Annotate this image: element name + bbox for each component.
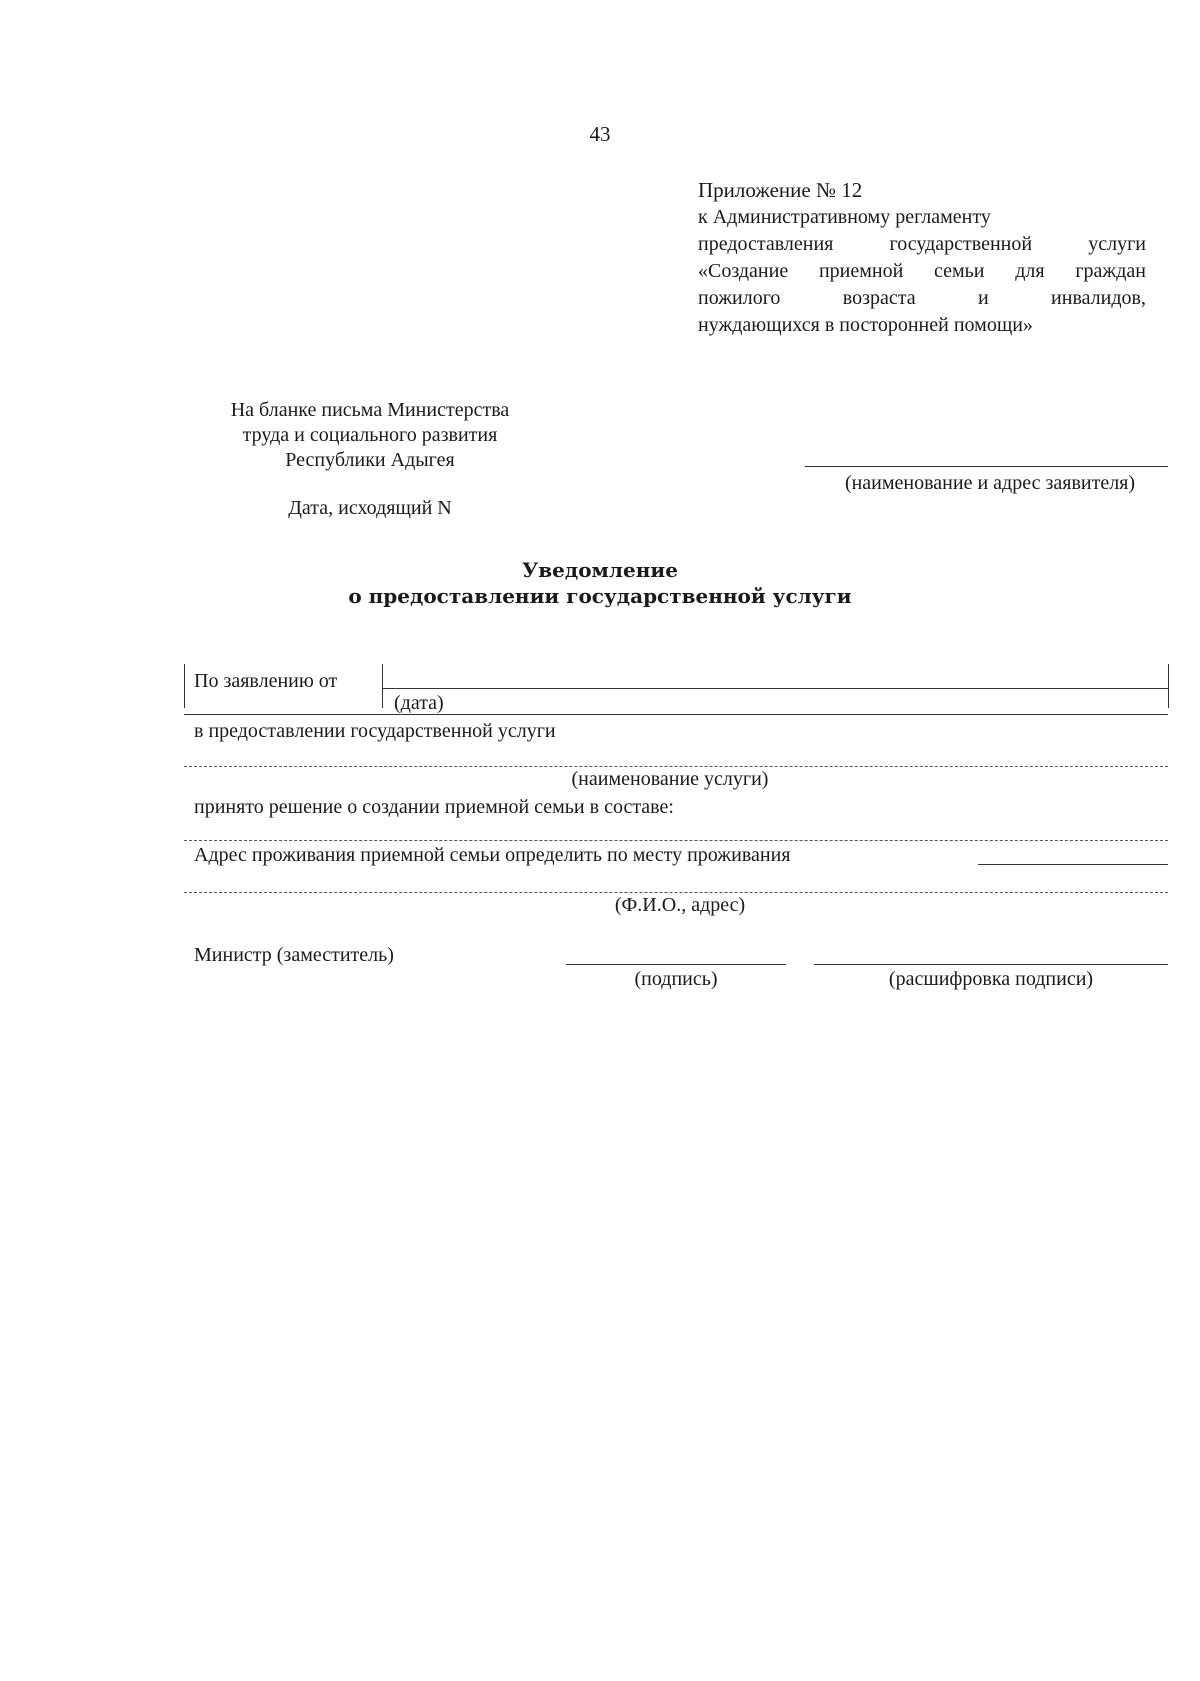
form-cell-divider [382, 664, 383, 708]
appendix-line-5: пожилого возраста и инвалидов, [698, 287, 1146, 309]
application-from-label: По заявлению от [194, 670, 338, 692]
appendix-header [698, 177, 1146, 339]
signature-decoding-caption: (расшифровка подписи) [888, 968, 1094, 990]
title-line-1: Уведомление [522, 558, 678, 582]
letterhead-line-2: труда и социального развития [242, 424, 498, 446]
form-right-border [1168, 664, 1169, 708]
letterhead-line-3: Республики Адыгея [285, 449, 455, 471]
service-name-line[interactable] [184, 766, 1168, 767]
title-line-2: о предоставлении государственной услуги [348, 584, 852, 608]
letterhead-note [170, 398, 570, 473]
applicant-caption: (наименование и адрес заявителя) [844, 472, 1136, 494]
address-text: Адрес проживания приемной семьи определить по месту проживания [194, 844, 791, 866]
appendix-line-3: предоставления государственной услуги [698, 233, 1146, 255]
form-row-bottom-line [184, 714, 1168, 715]
family-composition-line[interactable] [184, 840, 1168, 841]
minister-label: Министр (заместитель) [194, 944, 394, 966]
date-caption: (дата) [394, 692, 444, 714]
appendix-line-2: к Административному регламенту [698, 206, 991, 228]
appendix-number: Приложение № 12 [698, 178, 863, 202]
page-number: 43 [589, 122, 611, 146]
applicant-field-line[interactable] [805, 466, 1168, 467]
service-label: в предоставлении государственной услуги [194, 720, 556, 742]
address-inline-line[interactable] [978, 864, 1168, 865]
signature-decoding-line[interactable] [814, 964, 1168, 965]
letterhead-line-1: На бланке письма Министерства [230, 399, 510, 421]
signature-caption: (подпись) [634, 968, 718, 990]
fio-address-line[interactable] [184, 892, 1168, 893]
application-date-line[interactable] [382, 688, 1168, 689]
appendix-line-4: «Создание приемной семьи для граждан [698, 260, 1146, 282]
appendix-line-6: нуждающихся в посторонней помощи» [698, 314, 1033, 336]
outgoing-date-label: Дата, исходящий N [288, 497, 452, 519]
form-left-border [184, 664, 185, 708]
service-caption: (наименование услуги) [571, 768, 769, 790]
fio-caption: (Ф.И.О., адрес) [614, 894, 746, 916]
decision-text: принято решение о создании приемной семьи в составе: [194, 796, 674, 818]
signature-line[interactable] [566, 964, 786, 965]
